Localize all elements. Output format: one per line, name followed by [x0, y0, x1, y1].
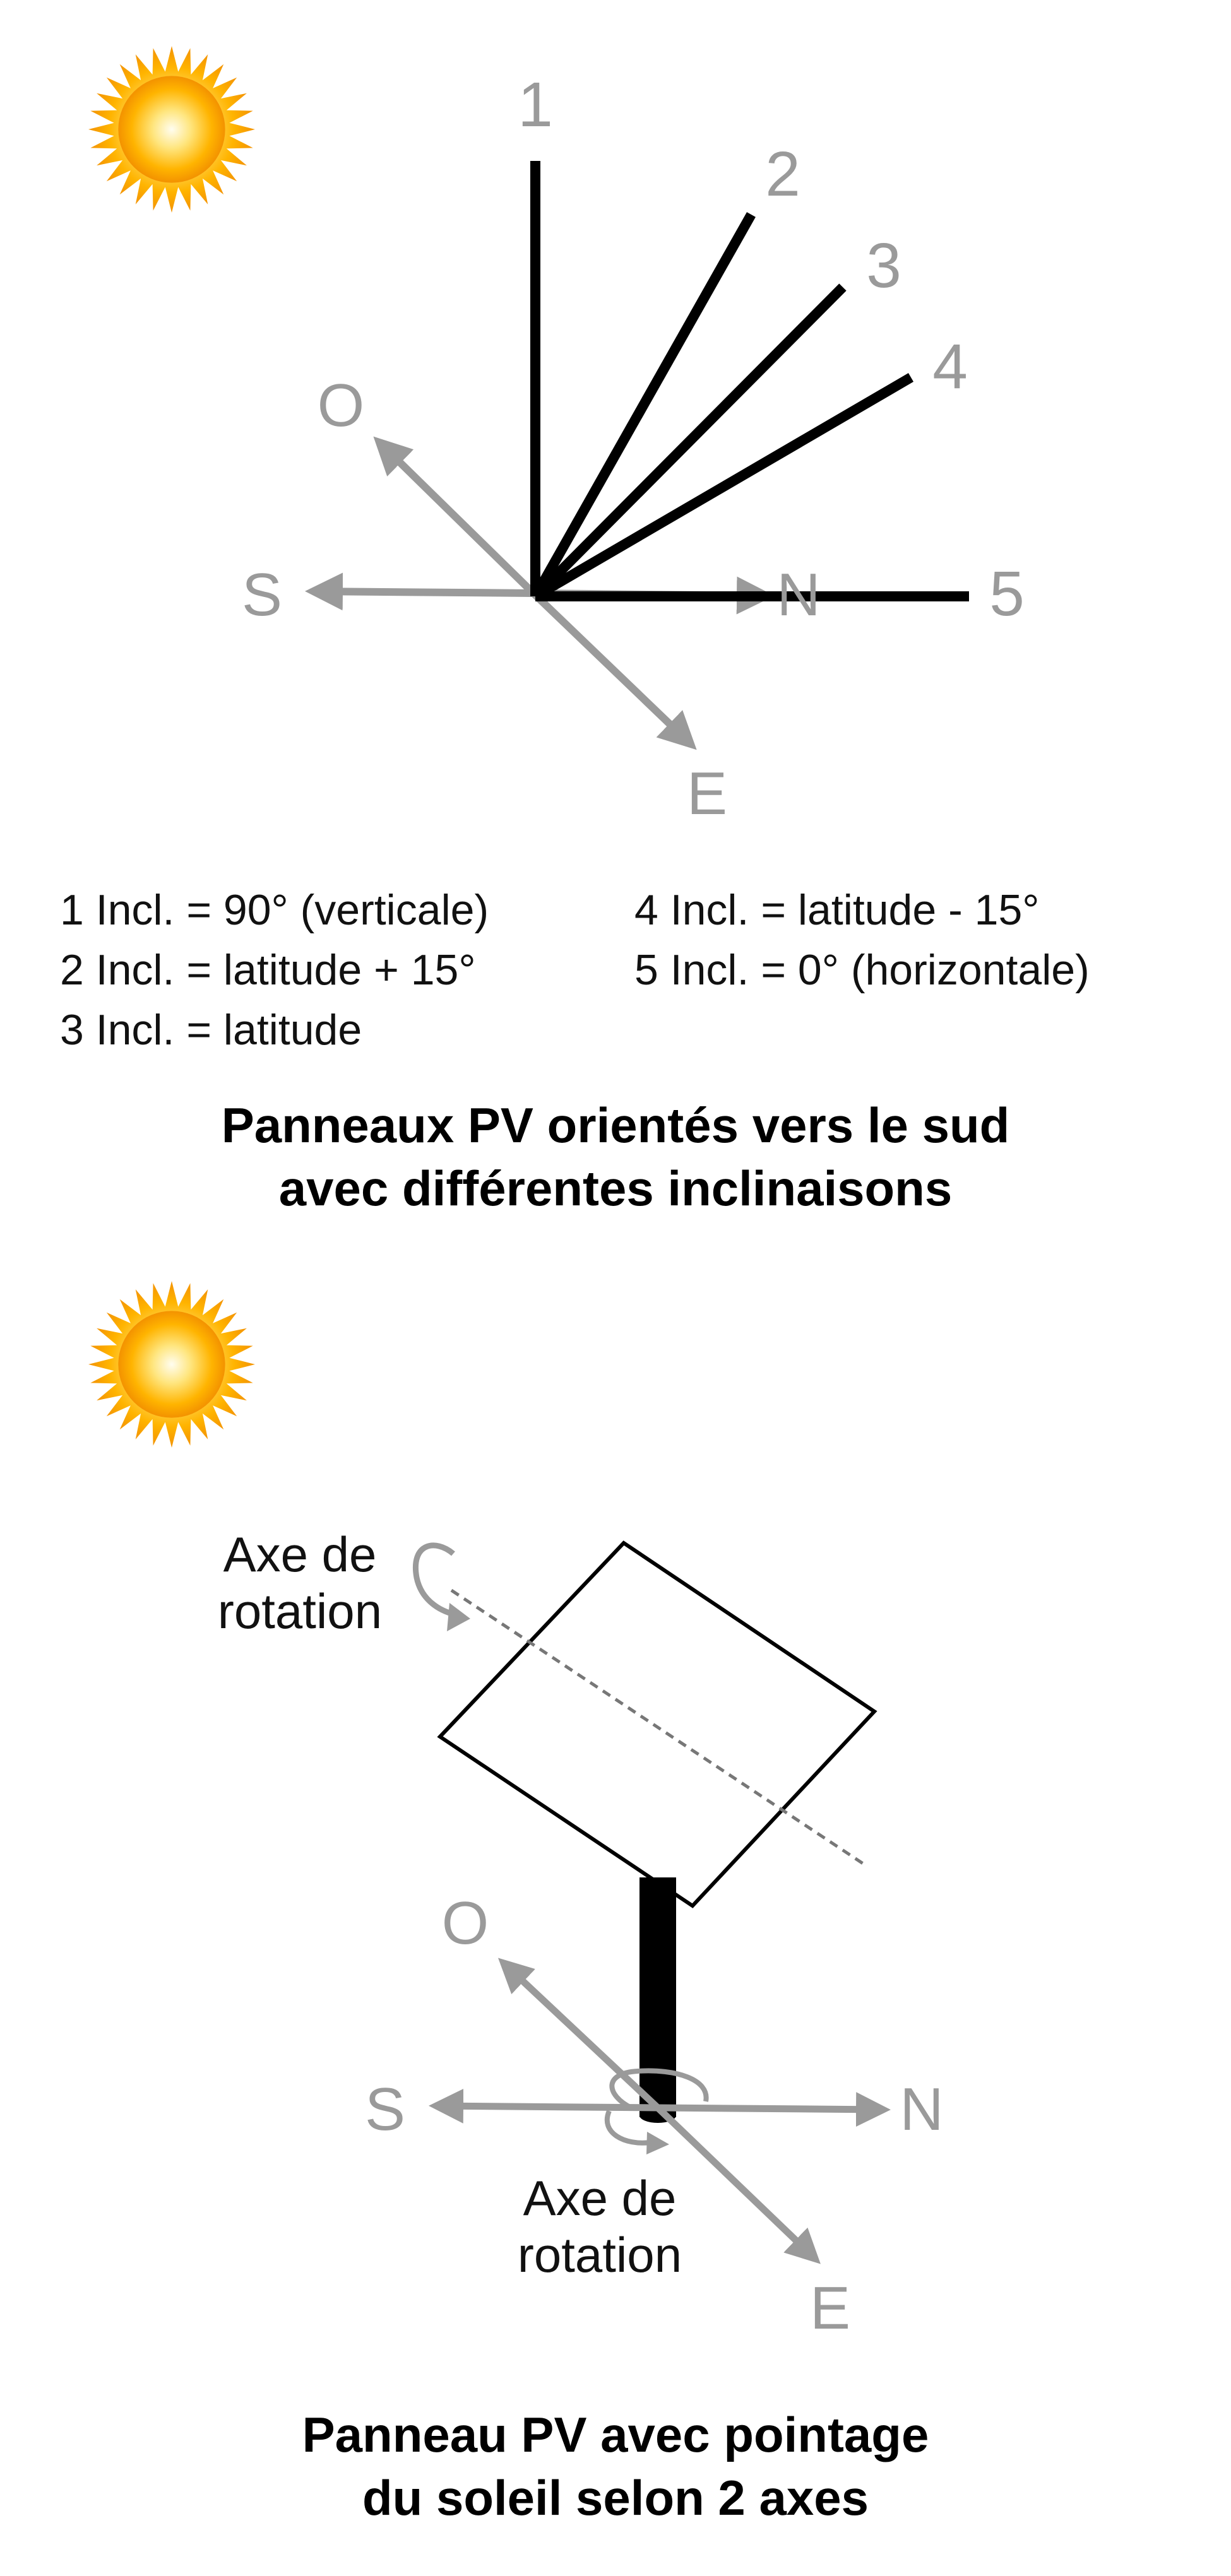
base-rotation-arrow-head-icon [646, 2132, 669, 2154]
legend [60, 886, 1090, 1054]
o-arrow [379, 442, 533, 593]
o-arrow [503, 1963, 658, 2108]
legend-item-3: 3 Incl. = latitude [60, 1006, 362, 1054]
compass-o-label: O [441, 1889, 489, 1957]
solar-panel [440, 1543, 874, 1906]
sun-icon [88, 1281, 255, 1448]
compass-o-label: O [317, 372, 365, 439]
rotation-arrow-icon [415, 1545, 460, 1616]
e-arrow [533, 593, 691, 745]
rotation-arrow-head-icon [447, 1603, 470, 1631]
panel-number-3: 3 [866, 230, 901, 301]
caption-1-line-1: Panneaux PV orientés vers le sud [221, 1097, 1010, 1153]
top-axis-label-line-2: rotation [217, 1583, 383, 1639]
bottom-axis-label-line-1: Axe de [523, 2170, 677, 2226]
compass-n-label: N [900, 2076, 944, 2143]
top-axis-label-line-1: Axe de [223, 1527, 377, 1582]
panel-support-post [639, 1877, 676, 2117]
sun-icon [88, 46, 255, 213]
compass-s-label: S [364, 2076, 406, 2143]
caption-1-line-2: avec différentes inclinaisons [278, 1161, 953, 1216]
panel-number-5: 5 [989, 558, 1025, 629]
bottom-axis-label-line-2: rotation [517, 2227, 682, 2283]
sun-core [118, 1311, 225, 1417]
caption-2-line-1: Panneau PV avec pointage [302, 2407, 929, 2462]
panel-tilt-lines [535, 161, 969, 596]
panel-number-2: 2 [765, 139, 800, 210]
legend-item-5: 5 Incl. = 0° (horizontale) [634, 946, 1090, 994]
compass-e-label: E [809, 2274, 851, 2342]
compass-s-label: S [241, 561, 283, 629]
panel-number-1: 1 [518, 69, 553, 140]
compass-n-label: N [776, 561, 821, 629]
west-arrow [312, 591, 533, 593]
panel-number-4: 4 [932, 331, 968, 402]
caption-2-line-2: du soleil selon 2 axes [362, 2470, 869, 2526]
north-arrow [658, 2108, 884, 2110]
sun-core [118, 76, 225, 182]
legend-item-2: 2 Incl. = latitude + 15° [60, 946, 476, 994]
legend-item-4: 4 Incl. = latitude - 15° [634, 886, 1040, 934]
legend-item-1: 1 Incl. = 90° (verticale) [60, 886, 489, 934]
compass-e-label: E [686, 760, 728, 827]
